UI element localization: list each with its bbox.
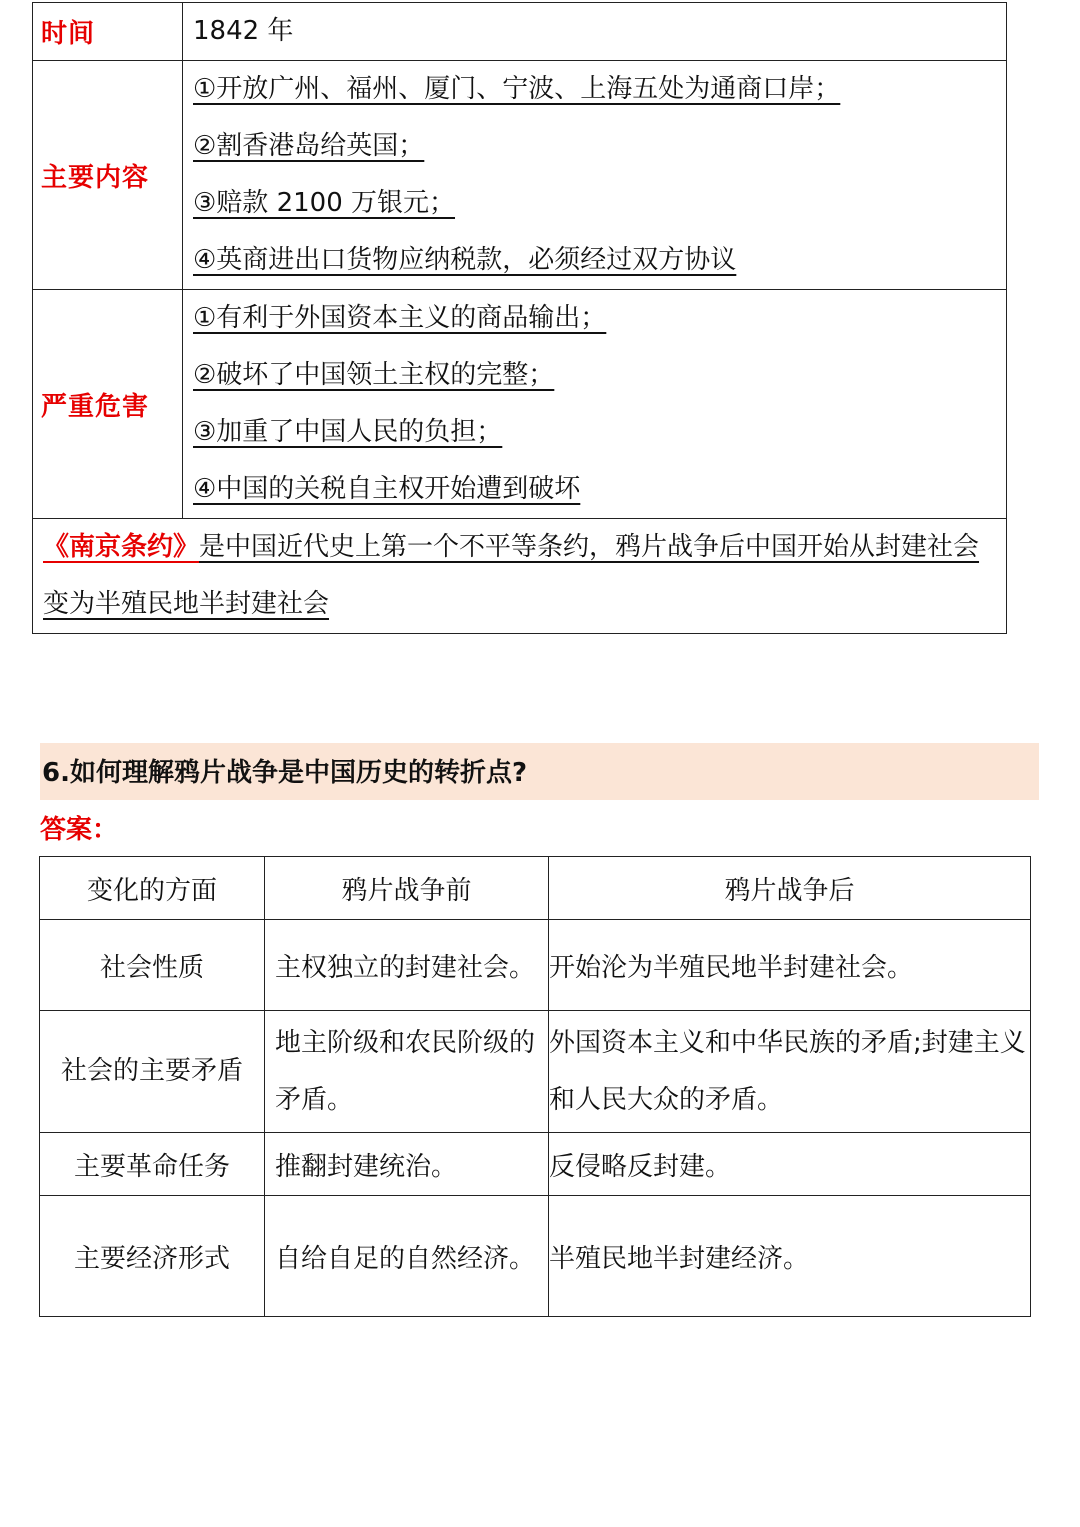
summary-title: 《南京条约》 [43, 532, 200, 562]
answer-label: 答案： [40, 815, 119, 845]
table-row [40, 1133, 1031, 1196]
table-cell: 半殖民地半封建经济。 [549, 1196, 1031, 1317]
table-cell: 社会性质 [40, 920, 265, 1011]
table-cell: 社会的主要矛盾 [40, 1011, 265, 1133]
harm-item: ②破坏了中国领土主权的完整； [193, 360, 555, 390]
time-value-text: 1842 年 [193, 16, 294, 46]
summary-text: 是中国近代史上第一个不平等条约，鸦片战争后中国开始从封建社会变为半殖民地半封建社会 [43, 532, 980, 619]
content-item: ③赔款 2100 万银元； [193, 188, 456, 218]
table-row [40, 1011, 1031, 1133]
content-item: ②割香港岛给英国； [193, 131, 425, 161]
harm-item: ③加重了中国人民的负担； [193, 417, 503, 447]
header-cell: 鸦片战争后 [549, 857, 1031, 920]
content-item: ④英商进出口货物应纳税款，必须经过双方协议 [193, 245, 737, 275]
content-items [183, 61, 1007, 290]
harm-item: ①有利于外国资本主义的商品输出； [193, 303, 607, 333]
content-row [33, 61, 1007, 290]
table-row [40, 1196, 1031, 1317]
time-label: 时间 [33, 3, 183, 61]
table-cell: 地主阶级和农民阶级的矛盾。 [265, 1011, 549, 1133]
content-label: 主要内容 [33, 61, 183, 290]
summary-row [33, 519, 1007, 634]
summary-cell [33, 519, 1007, 634]
time-value [183, 3, 1007, 61]
table-cell: 开始沦为半殖民地半封建社会。 [549, 920, 1031, 1011]
table-header-row [40, 857, 1031, 920]
table-cell: 推翻封建统治。 [265, 1133, 549, 1196]
table-cell: 外国资本主义和中华民族的矛盾;封建主义和人民大众的矛盾。 [549, 1011, 1031, 1133]
question-title: 6.如何理解鸦片战争是中国历史的转折点? [42, 758, 528, 788]
harm-row [33, 290, 1007, 519]
comparison-table [39, 856, 1031, 1317]
time-row [33, 3, 1007, 61]
harm-item: ④中国的关税自主权开始遭到破坏 [193, 474, 581, 504]
table-cell: 主要经济形式 [40, 1196, 265, 1317]
harm-label: 严重危害 [33, 290, 183, 519]
table-cell: 反侵略反封建。 [549, 1133, 1031, 1196]
content-item: ①开放广州、福州、厦门、宁波、上海五处为通商口岸； [193, 74, 841, 104]
table-row [40, 920, 1031, 1011]
header-cell: 变化的方面 [40, 857, 265, 920]
harm-items [183, 290, 1007, 519]
header-cell: 鸦片战争前 [265, 857, 549, 920]
treaty-table [32, 2, 1007, 634]
table-cell: 自给自足的自然经济。 [265, 1196, 549, 1317]
table-cell: 主权独立的封建社会。 [265, 920, 549, 1011]
table-cell: 主要革命任务 [40, 1133, 265, 1196]
question-heading [40, 743, 1039, 800]
